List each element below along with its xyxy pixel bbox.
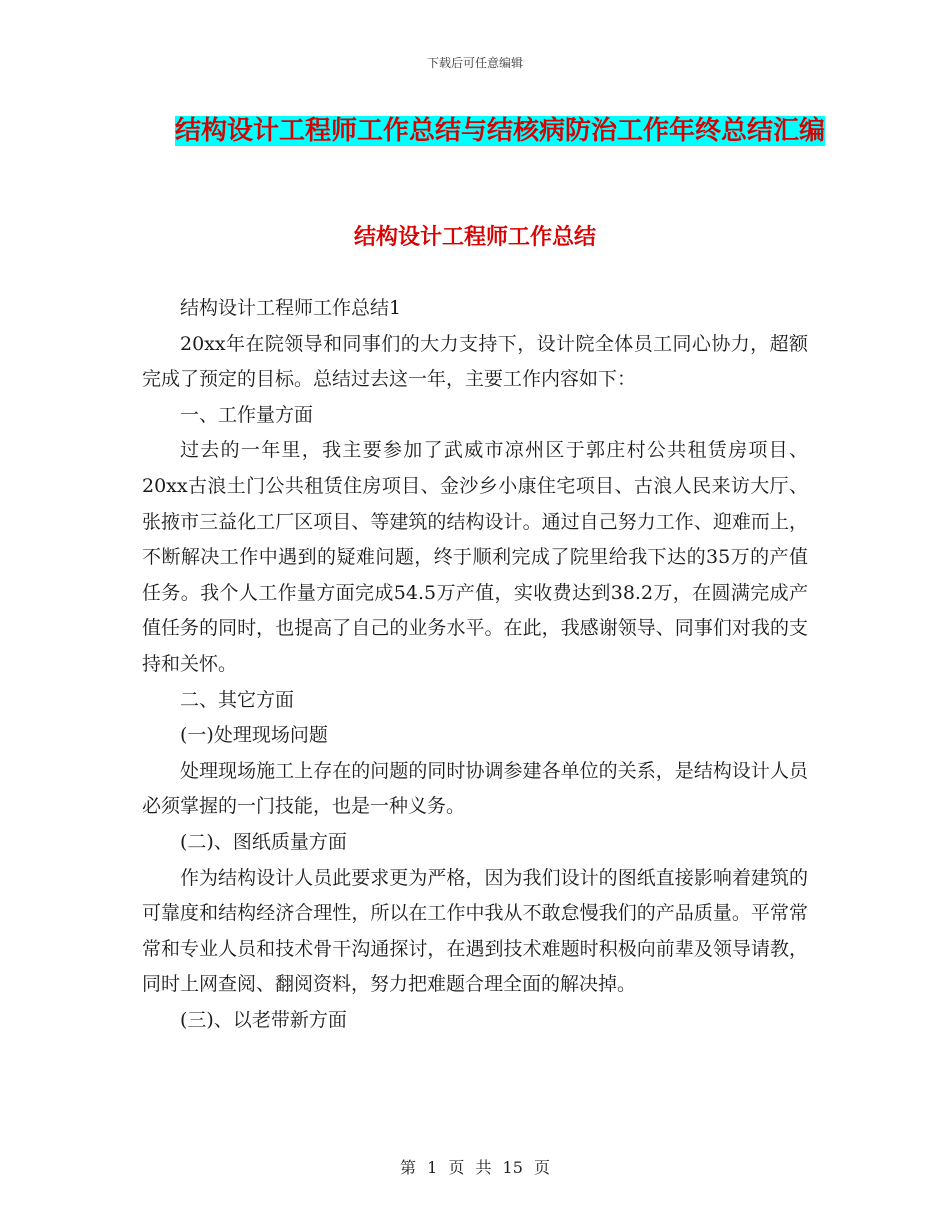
main-title [140, 108, 860, 154]
paragraph: 20xx年在院领导和同事们的大力支持下，设计院全体员工同心协力，超额完成了预定的目标。总结过去这一年，主要工作内容如下： [142, 332, 808, 391]
paragraph: (一)处理现场问题 [180, 724, 328, 747]
paragraph: 二、其它方面 [180, 688, 295, 711]
document-body [142, 291, 808, 1038]
paragraph: 处理现场施工上存在的问题的同时协调参建各单位的关系，是结构设计人员必须掌握的一门技能，也是一种义务。 [142, 759, 808, 818]
paragraph: 一、工作量方面 [180, 403, 314, 426]
page-number-footer: 第 1 页 共 15 页 [400, 1158, 550, 1177]
page-header-note: 下载后可任意编辑 [426, 56, 523, 70]
paragraph: (三)、以老带新方面 [180, 1008, 347, 1031]
paragraph: 过去的一年里，我主要参加了武威市凉州区于郭庄村公共租赁房项目、20xx古浪土门公共租赁住房项目、金沙乡小康住宅项目、古浪人民来访大厅、张掖市三益化工厂区项目、等建筑的结构设计。通过自己努力工作、迎难而上，不断解决工作中遇到的疑难问题，终于顺利完成了院里给我下达的35万的产值任务。我个人工作量方面完成54.5万产值，实收费达到38.2万，在圆满完成产值任务的同时，也提高了自己的业务水平。在此，我感谢领导、同事们对我的支持和关怀。 [142, 439, 808, 675]
paragraph: 结构设计工程师工作总结1 [180, 297, 402, 319]
paragraph: (二)、图纸质量方面 [180, 830, 347, 853]
main-title-text: 结构设计工程师工作总结与结核病防治工作年终总结汇编 [174, 116, 825, 146]
section-title: 结构设计工程师工作总结 [353, 225, 596, 250]
paragraph: 作为结构设计人员此要求更为严格，因为我们设计的图纸直接影响着建筑的可靠度和结构经济合理性，所以在工作中我从不敢怠慢我们的产品质量。平常常常和专业人员和技术骨干沟通探讨，在遇到技术难题时积极向前辈及领导请教，同时上网查阅、翻阅资料，努力把难题合理全面的解决掉。 [142, 866, 808, 996]
